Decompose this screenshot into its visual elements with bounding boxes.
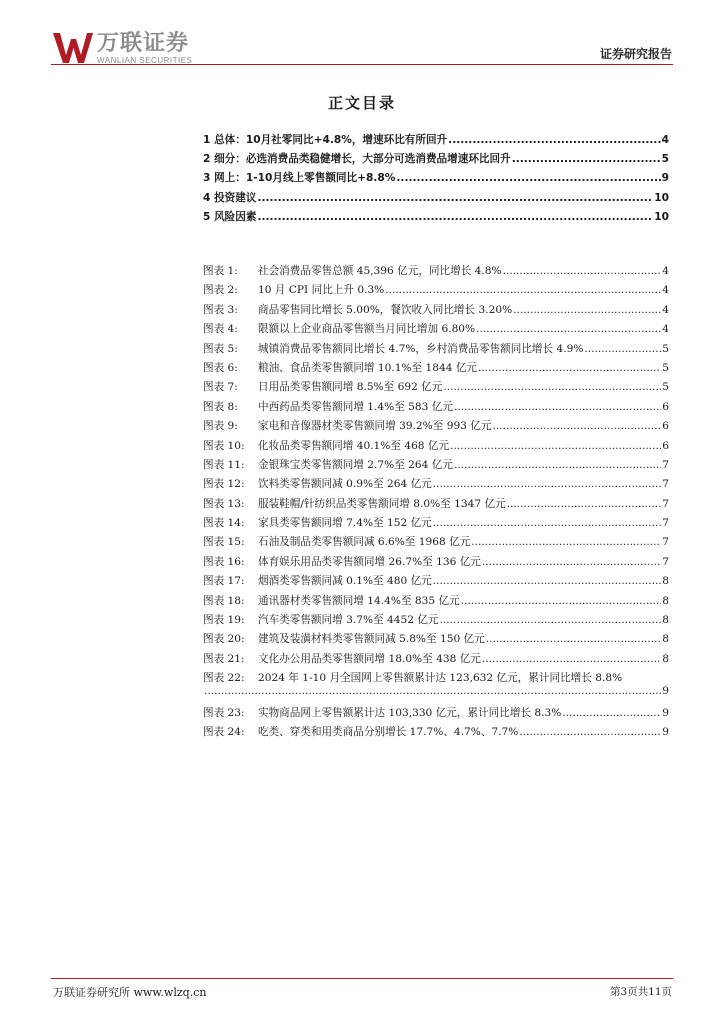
dot-leader bbox=[513, 304, 661, 316]
figure-page: 4 bbox=[662, 284, 669, 297]
figure-label: 图表 12: bbox=[203, 478, 245, 491]
dot-leader bbox=[257, 192, 653, 204]
figure-entry[interactable] bbox=[203, 651, 669, 670]
figure-title: 社会消费品零售总额 45,396 亿元，同比增长 4.8% bbox=[258, 265, 502, 277]
page-number: 第3页共11页 bbox=[609, 986, 672, 998]
dot-leader bbox=[471, 536, 661, 548]
footer-source: 万联证券研究所 www.wlzq.cn bbox=[53, 986, 207, 999]
dot-leader bbox=[450, 440, 661, 452]
dot-leader bbox=[396, 172, 660, 184]
figure-page: 4 bbox=[662, 303, 669, 316]
dot-leader bbox=[503, 265, 662, 277]
dot-leader bbox=[478, 362, 661, 374]
figure-page: 7 bbox=[662, 497, 669, 510]
figure-entry[interactable] bbox=[203, 360, 669, 379]
dot-leader bbox=[512, 153, 661, 165]
toc-number: 1 bbox=[203, 134, 211, 146]
figure-entry[interactable] bbox=[203, 554, 669, 573]
figure-label: 图表 17: bbox=[203, 575, 245, 588]
dot-leader bbox=[507, 498, 662, 510]
figure-page: 4 bbox=[662, 323, 669, 336]
figure-page: 7 bbox=[662, 478, 669, 491]
figure-title: 2024 年 1-10 月全国网上零售额累计达 123,632 亿元，累计同比增长 8.8% bbox=[258, 672, 623, 685]
dot-leader bbox=[448, 134, 660, 146]
figure-entry[interactable] bbox=[203, 515, 669, 534]
toc-page: 10 bbox=[654, 191, 669, 204]
figure-label: 图表 10: bbox=[203, 439, 245, 452]
dot-leader bbox=[486, 633, 662, 645]
toc-title: 风险因素 bbox=[214, 210, 257, 223]
toc-page: 10 bbox=[654, 210, 669, 223]
figure-label: 图表 11: bbox=[203, 458, 245, 471]
figure-title: 化妆品类零售额同增 40.1%至 468 亿元 bbox=[258, 439, 450, 452]
toc-number: 2 bbox=[203, 153, 211, 166]
figure-entry[interactable] bbox=[203, 534, 669, 553]
dot-leader bbox=[492, 420, 661, 432]
header-divider bbox=[51, 64, 673, 65]
figure-entry[interactable] bbox=[203, 457, 669, 476]
figure-title: 饮料类零售额同减 0.9%至 264 亿元 bbox=[258, 478, 432, 491]
page-title: 正文目录 bbox=[327, 94, 396, 112]
figure-page: 7 bbox=[662, 555, 669, 568]
toc-title: 网上：1-10月线上零售额同比+8.8% bbox=[214, 172, 396, 185]
figure-label: 图表 16: bbox=[203, 555, 245, 568]
figure-title: 城镇消费品零售额同比增长 4.7%，乡村消费品零售额同比增长 4.9% bbox=[258, 342, 584, 355]
figure-label: 图表 24: bbox=[203, 725, 245, 738]
figure-label: 图表 9: bbox=[203, 420, 238, 433]
wanlian-logo-icon bbox=[51, 31, 95, 65]
figure-label: 图表 19: bbox=[203, 614, 245, 627]
figure-entry[interactable] bbox=[203, 379, 669, 398]
figure-entry[interactable] bbox=[203, 282, 669, 301]
figure-label: 图表 20: bbox=[203, 633, 245, 646]
toc-entry[interactable] bbox=[203, 209, 669, 228]
figure-title: 10 月 CPI 同比上升 0.3% bbox=[258, 284, 385, 297]
figure-label: 图表 23: bbox=[203, 706, 245, 719]
figure-title: 实物商品网上零售额累计达 103,330 亿元，累计同比增长 8.3% bbox=[258, 706, 562, 719]
figure-label: 图表 21: bbox=[203, 652, 245, 665]
toc-entry[interactable] bbox=[203, 170, 669, 189]
dot-leader bbox=[385, 284, 661, 296]
figure-label: 图表 1: bbox=[203, 265, 238, 277]
dot-leader bbox=[482, 653, 661, 665]
figure-title: 建筑及装潢材料类零售额同减 5.8%至 150 亿元 bbox=[258, 633, 485, 646]
figure-label: 图表 2: bbox=[203, 284, 238, 297]
figure-label: 图表 15: bbox=[203, 536, 245, 549]
figure-title: 文化办公用品类零售额同增 18.0%至 438 亿元 bbox=[258, 652, 481, 665]
toc-entry[interactable] bbox=[203, 132, 669, 151]
figure-page: 8 bbox=[662, 633, 669, 646]
figure-page: 8 bbox=[662, 575, 669, 588]
figure-entry[interactable] bbox=[203, 476, 669, 495]
figure-entry[interactable] bbox=[203, 670, 669, 704]
figure-title: 粮油、食品类零售额同增 10.1%至 1844 亿元 bbox=[258, 361, 478, 374]
figure-label: 图表 6: bbox=[203, 361, 238, 374]
figure-entry[interactable] bbox=[203, 631, 669, 650]
figure-title: 通讯器材类零售额同增 14.4%至 835 亿元 bbox=[258, 594, 460, 607]
toc-number: 3 bbox=[203, 172, 211, 185]
figure-entry[interactable] bbox=[203, 724, 669, 743]
figure-label: 图表 22: bbox=[203, 672, 245, 685]
figure-page: 5 bbox=[662, 342, 669, 355]
dot-leader bbox=[482, 556, 661, 568]
figure-page: 4 bbox=[662, 265, 669, 277]
figure-title: 限额以上企业商品零售额当月同比增加 6.80% bbox=[258, 323, 476, 336]
figure-page: 6 bbox=[662, 400, 669, 413]
figure-title: 日用品类零售额同增 8.5%至 692 亿元 bbox=[258, 381, 443, 394]
figure-entry[interactable] bbox=[203, 705, 669, 724]
dot-leader bbox=[204, 685, 661, 697]
dot-leader bbox=[454, 401, 661, 413]
figure-label: 图表 8: bbox=[203, 400, 238, 413]
toc-entry[interactable] bbox=[203, 151, 669, 170]
table-of-contents bbox=[203, 132, 669, 228]
dot-leader bbox=[584, 343, 661, 355]
figure-title: 吃类、穿类和用类商品分别增长 17.7%、4.7%、7.7% bbox=[258, 725, 519, 738]
footer-divider bbox=[51, 978, 673, 979]
figure-title: 金银珠宝类零售额同增 2.7%至 264 亿元 bbox=[258, 458, 453, 471]
figure-page: 9 bbox=[662, 706, 669, 719]
dot-leader bbox=[454, 459, 661, 471]
figure-label: 图表 4: bbox=[203, 323, 238, 336]
figure-label: 图表 13: bbox=[203, 497, 245, 510]
dot-leader bbox=[433, 575, 661, 587]
dot-leader bbox=[519, 726, 661, 738]
figure-title: 家具类零售额同增 7.4%至 152 亿元 bbox=[258, 517, 432, 530]
dot-leader bbox=[440, 614, 662, 626]
figure-entry[interactable] bbox=[203, 341, 669, 360]
figure-title: 石油及制品类零售额同减 6.6%至 1968 亿元 bbox=[258, 536, 471, 549]
figure-entry[interactable] bbox=[203, 263, 669, 282]
toc-page: 4 bbox=[661, 134, 669, 146]
figure-entry[interactable] bbox=[203, 418, 669, 437]
toc-title: 总体：10月社零同比+4.8%，增速环比有所回升 bbox=[214, 134, 448, 146]
dot-leader bbox=[433, 478, 661, 490]
dot-leader bbox=[443, 381, 661, 393]
dot-leader bbox=[257, 211, 653, 223]
toc-number: 5 bbox=[203, 210, 211, 223]
figure-title: 汽车类零售额同增 3.7%至 4452 亿元 bbox=[258, 614, 439, 627]
figure-label: 图表 5: bbox=[203, 342, 238, 355]
figure-entry[interactable] bbox=[203, 496, 669, 515]
figure-label: 图表 3: bbox=[203, 303, 238, 316]
logo-english-text: WANLIAN SECURITIES bbox=[97, 56, 193, 65]
company-logo bbox=[51, 31, 206, 67]
figure-title: 家电和音像器材类零售额同增 39.2%至 993 亿元 bbox=[258, 420, 492, 433]
logo-chinese-text: 万联证券 bbox=[97, 31, 190, 56]
toc-title: 投资建议 bbox=[214, 191, 257, 204]
figure-label: 图表 7: bbox=[203, 381, 238, 394]
figure-title: 中西药品类零售额同增 1.4%至 583 亿元 bbox=[258, 400, 453, 413]
figure-page: 5 bbox=[662, 361, 669, 374]
dot-leader bbox=[433, 517, 661, 529]
figure-title: 烟酒类零售额同减 0.1%至 480 亿元 bbox=[258, 575, 432, 588]
report-type-label: 证券研究报告 bbox=[599, 47, 672, 61]
figure-page: 8 bbox=[662, 594, 669, 607]
toc-page: 5 bbox=[661, 153, 669, 166]
figure-entry[interactable] bbox=[203, 321, 669, 340]
figure-page: 7 bbox=[662, 458, 669, 471]
figure-entry[interactable] bbox=[203, 302, 669, 321]
figure-entry[interactable] bbox=[203, 399, 669, 418]
toc-number: 4 bbox=[203, 191, 211, 204]
figure-title: 商品零售同比增长 5.00%，餐饮收入同比增长 3.20% bbox=[258, 303, 513, 316]
toc-title: 细分：必选消费品类稳健增长，大部分可选消费品增速环比回升 bbox=[214, 153, 511, 166]
figure-label: 图表 18: bbox=[203, 594, 245, 607]
figure-label: 图表 14: bbox=[203, 517, 245, 530]
figure-entry[interactable] bbox=[203, 612, 669, 631]
figure-list bbox=[203, 263, 669, 743]
toc-page: 9 bbox=[661, 172, 669, 185]
figure-page: 5 bbox=[662, 381, 669, 394]
figure-title: 服装鞋帽/针纺织品类零售额同增 8.0%至 1347 亿元 bbox=[258, 497, 506, 510]
figure-page: 9 bbox=[662, 685, 669, 698]
figure-page: 8 bbox=[662, 614, 669, 627]
figure-page: 6 bbox=[662, 439, 669, 452]
dot-leader bbox=[562, 707, 661, 719]
figure-page: 6 bbox=[662, 420, 669, 433]
dot-leader bbox=[476, 323, 661, 335]
dot-leader bbox=[461, 595, 662, 607]
figure-entry[interactable] bbox=[203, 573, 669, 592]
figure-entry[interactable] bbox=[203, 593, 669, 612]
figure-page: 8 bbox=[662, 652, 669, 665]
figure-title: 体育娱乐用品类零售额同增 26.7%至 136 亿元 bbox=[258, 555, 481, 568]
figure-page: 9 bbox=[662, 725, 669, 738]
figure-page: 7 bbox=[662, 517, 669, 530]
figure-page: 7 bbox=[662, 536, 669, 549]
figure-entry[interactable] bbox=[203, 438, 669, 457]
toc-entry[interactable] bbox=[203, 190, 669, 209]
